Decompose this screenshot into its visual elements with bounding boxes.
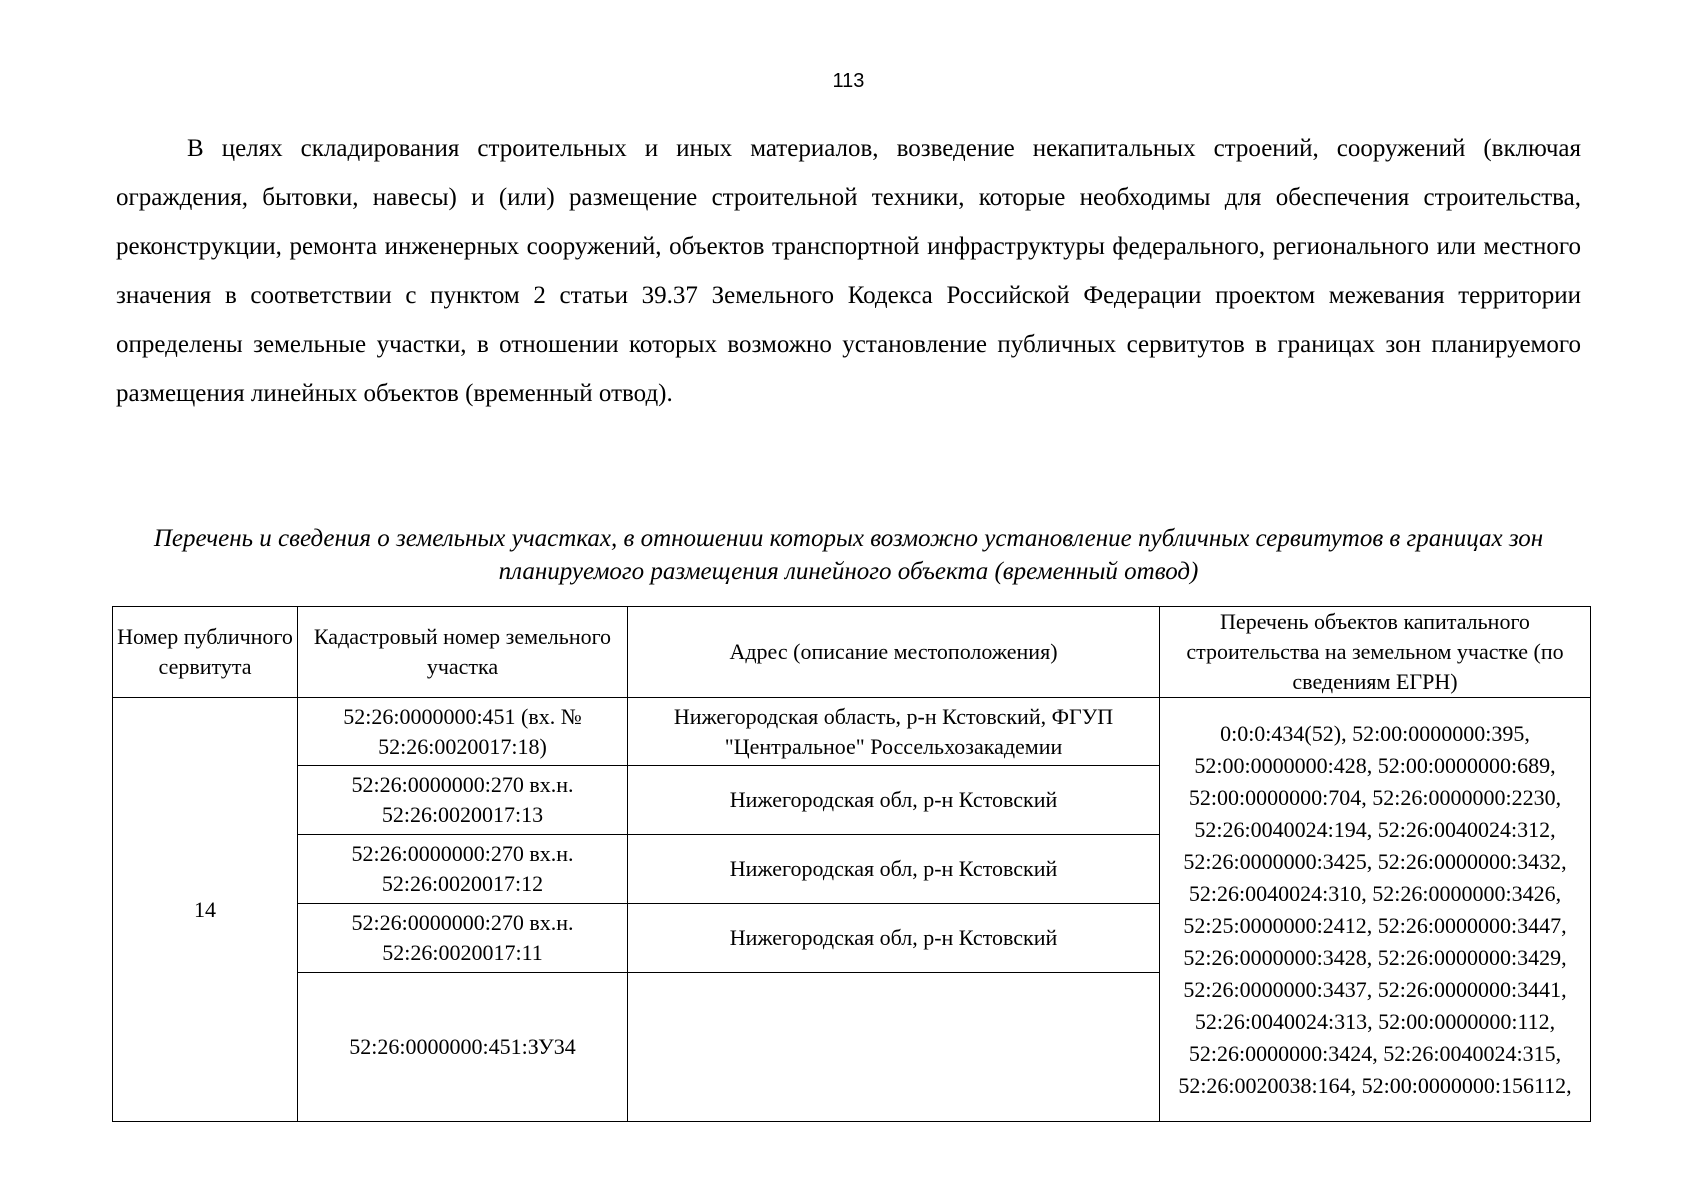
body-paragraph: В целях складирования строительных и иных материалов, возведение некапитальных строений, сооружений (включая ограждения, бытовки, навесы) и (или) размещение строительной техники, которые необходимы для обеспечения строительства, реконструкции, ремонта инженерных сооружений, объектов транспортной инфраструктуры федерального, регионального или местного значения в соответствии с пунктом 2 статьи 39.37 Земельного Кодекса Российской Федерации проектом межевания территории определены земельные участки, в отношении которых возможно установление публичных сервитутов в границах зон планируемого размещения линейных объектов (временный отвод). — [116, 135, 1581, 407]
cadastral-number-cell: 52:26:0000000:270 вх.н. 52:26:0020017:12 — [298, 835, 628, 904]
header-objects: Перечень объектов капитального строительства на земельном участке (по сведениям ЕГРН) — [1160, 607, 1591, 698]
address-cell: Нижегородская обл, р-н Кстовский — [628, 904, 1160, 973]
cadastral-number-cell: 52:26:0000000:270 вх.н. 52:26:0020017:11 — [298, 904, 628, 973]
cadastral-number-cell: 52:26:0000000:451:ЗУ34 — [298, 973, 628, 1122]
header-cadastral-number: Кадастровый номер земельного участка — [298, 607, 628, 698]
address-cell: Нижегородская область, р-н Кстовский, ФГУП "Центральное" Россельхозакадемии — [628, 698, 1160, 766]
page-number: 113 — [832, 70, 865, 92]
cadastral-number-cell: 52:26:0000000:451 (вх. № 52:26:0020017:18) — [298, 698, 628, 766]
address-cell: Нижегородская обл, р-н Кстовский — [628, 766, 1160, 835]
address-cell: Нижегородская обл, р-н Кстовский — [628, 835, 1160, 904]
table-row — [113, 698, 1591, 766]
header-address: Адрес (описание местоположения) — [628, 607, 1160, 698]
table-caption: Перечень и сведения о земельных участках, в отношении которых возможно установление публичных сервитутов в границах зон планируемого размещения линейного объекта (временный отвод) — [153, 525, 1544, 585]
address-cell — [628, 973, 1160, 1122]
table-header-row — [113, 607, 1591, 698]
objects-list-cell: 0:0:0:434(52), 52:00:0000000:395, 52:00:0000000:428, 52:00:0000000:689, 52:00:0000000:704, 52:26:0000000:2230, 52:26:0040024:194, 52:26:0040024:312, 52:26:0000000:3425, 52:26:0000000:3432, 52:26:0040024:310, 52:26:0000000:3426, 52:25:0000000:2412, 52:26:0000000:3447, 52:26:0000000:3428, 52:26:0000000:3429, 52:26:0000000:3437, 52:26:0000000:3441, 52:26:0040024:313, 52:00:0000000:112, 52:26:0000000:3424, 52:26:0040024:315, 52:26:0020038:164, 52:00:0000000:156112, — [1160, 698, 1591, 1122]
servitude-number-cell: 14 — [113, 698, 298, 1122]
header-servitude-number: Номер публичного сервитута — [113, 607, 298, 698]
cadastral-number-cell: 52:26:0000000:270 вх.н. 52:26:0020017:13 — [298, 766, 628, 835]
servitude-table — [112, 606, 1591, 1122]
